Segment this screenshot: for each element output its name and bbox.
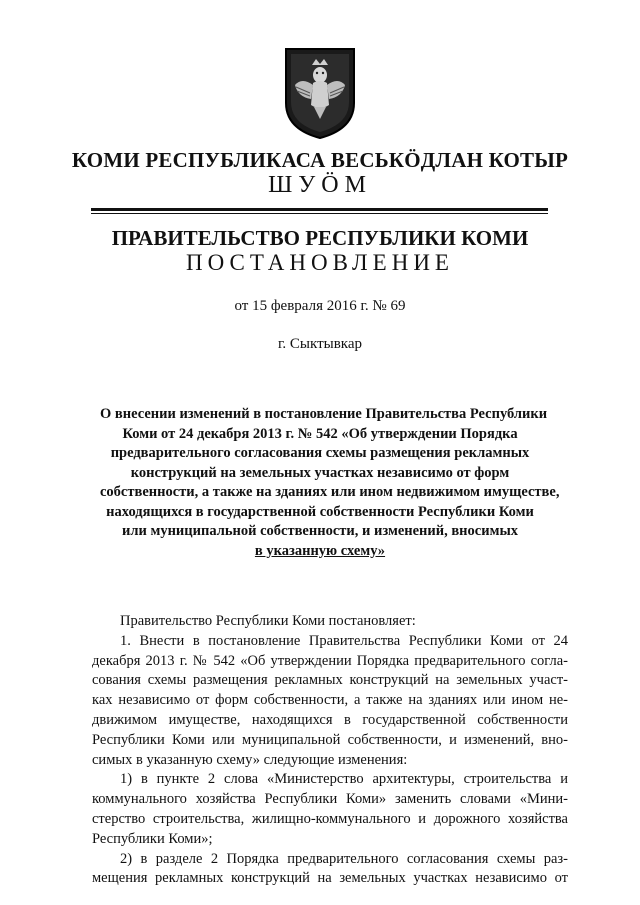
body-line: сования схемы размещения рекламных конструкций на земельных участ- (92, 672, 568, 689)
subject-line: в указанную схему» (254, 542, 386, 559)
coat-of-arms-emblem (282, 45, 358, 141)
resolution-subject (100, 405, 560, 561)
body-line: Правительство Республики Коми постановляет: (120, 613, 416, 629)
body-line: 1) в пункте 2 слова «Министерство архитектуры, строительства и (120, 771, 568, 788)
resolution-body (92, 612, 568, 889)
body-line: ках независимо от форм собственности, а также на зданиях или ином не- (92, 692, 568, 709)
body-line: декабря 2013 г. № 542 «Об утверждении Порядка предварительного согла- (92, 652, 568, 669)
komi-resolution-word: ШУӦМ (268, 172, 372, 198)
header-divider-thin (91, 213, 548, 214)
subject-line: предварительного согласования схемы размещения рекламных (110, 445, 530, 461)
subject-line: или муниципальной собственности, и изменений, вносимых (121, 523, 519, 539)
body-line: коммунального хозяйства Республики Коми» заменить словами «Мини- (92, 791, 568, 808)
subject-line: находящихся в государственной собственности Республики Коми (106, 503, 534, 520)
body-line: стерство строительства, жилищно-коммунального и дорожного хозяйства (92, 810, 568, 827)
subject-line: конструкций на земельных участках независимо от форм (130, 464, 510, 481)
subject-line: собственности, а также на зданиях или ином недвижимом имуществе, (100, 484, 560, 500)
body-line: движимом имуществе, находящихся в государственной собственности (92, 711, 568, 728)
intro-paragraph (92, 612, 568, 632)
city-line: г. Сыктывкар (277, 336, 363, 352)
body-line: мещения рекламных конструкций на земельных участках независимо от (92, 870, 568, 887)
paragraph-1 (92, 632, 568, 771)
body-line: 1. Внести в постановление Правительства Республики Коми от 24 (120, 632, 568, 649)
komi-government-title: КОМИ РЕСПУБЛИКАСА ВЕСЬКӦДЛАН КОТЫР (71, 148, 569, 172)
header-divider-thick (91, 208, 548, 211)
paragraph-1-2 (92, 850, 568, 890)
date-and-number: от 15 февраля 2016 г. № 69 (234, 298, 406, 314)
coat-of-arms-icon (282, 45, 358, 141)
body-line: Республики Коми или муниципальной собственности, и изменений, вно- (92, 731, 568, 748)
subject-line: О внесении изменений в постановление Правительства Республики (100, 406, 548, 422)
body-line: симых в указанную схему» следующие изменения: (92, 751, 408, 768)
paragraph-1-1 (92, 770, 568, 849)
body-line: 2) в разделе 2 Порядка предварительного согласования схемы раз- (120, 850, 568, 867)
subject-line: Коми от 24 декабря 2013 г. № 542 «Об утверждении Порядка (122, 425, 518, 442)
body-line: Республики Коми»; (92, 830, 213, 847)
resolution-word: ПОСТАНОВЛЕНИЕ (186, 250, 454, 275)
government-title: ПРАВИТЕЛЬСТВО РЕСПУБЛИКИ КОМИ (111, 226, 529, 250)
